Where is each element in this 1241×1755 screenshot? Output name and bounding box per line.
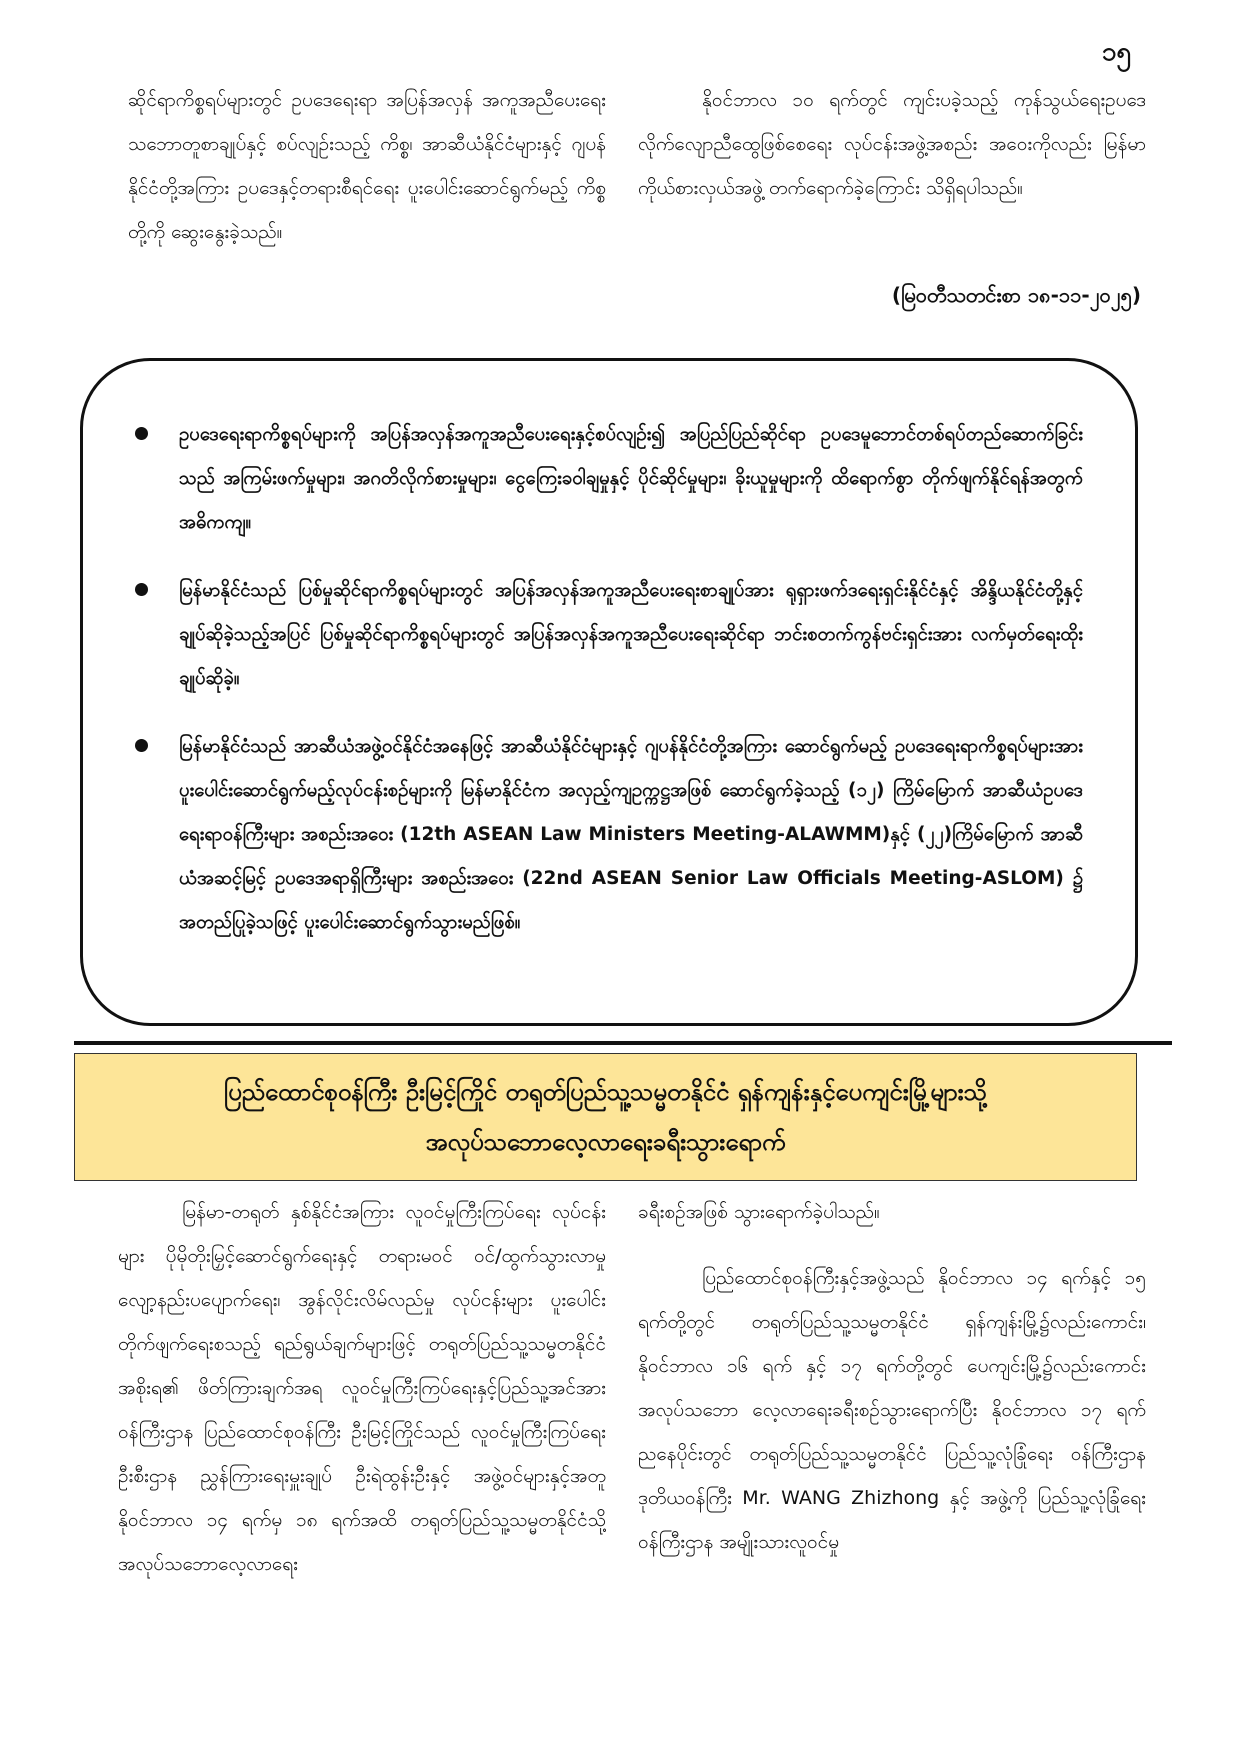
headline-line-1: ပြည်ထောင်စုဝန်ကြီး ဦးမြင့်ကြိုင် တရုတ်ပြည်သူ့သမ္မတနိုင်ငံ ရှန်ကျန်းနှင့်ပေကျင်းမြို့များသို့ [224, 1078, 987, 1106]
bottom-left-paragraph: မြန်မာ-တရုတ် နှစ်နိုင်ငံအကြား လူဝင်မှုကြီးကြပ်ရေး လုပ်ငန်းများ ပိုမိုတိုးမြှင့်ဆောင်ရွက်ရေးနှင့် တရားမဝင် ဝင်/ထွက်သွားလာမှု လျော့နည်းပပျောက်ရေး၊ အွန်လိုင်းလိမ်လည်မှု လုပ်ငန်းများ ပူးပေါင်းတိုက်ဖျက်ရေးစသည့် ရည်ရွယ်ချက်များဖြင့် တရုတ်ပြည်သူ့သမ္မတနိုင်ငံအစိုးရ၏ ဖိတ်ကြားချက်အရ လူဝင်မှုကြီးကြပ်ရေးနှင့်ပြည်သူ့အင်အားဝန်ကြီးဌာန ပြည်ထောင်စုဝန်ကြီး ဦးမြင့်ကြိုင်သည် လူဝင်မှုကြီးကြပ်ရေး ဦးစီးဌာန ညွှန်ကြားရေးမှူးချုပ် ဦးရဲထွန်းဦးနှင့် အဖွဲ့ဝင်များနှင့်အတူ နိုဝင်ဘာလ ၁၄ ရက်မှ ၁၈ ရက်အထိ တရုတ်ပြည်သူ့သမ္မတနိုင်ငံသို့ အလုပ်သဘောလေ့လာရေး [118, 1201, 606, 1575]
top-right-paragraph: နိုဝင်ဘာလ ၁၀ ရက်တွင် ကျင်းပခဲ့သည့် ကုန်သွယ်ရေးဥပဒေ လိုက်လျောညီထွေဖြစ်စေရေး လုပ်ငန်းအဖွဲ့အစည်း အဝေးကိုလည်း မြန်မာကိုယ်စားလှယ်အဖွဲ့ တက်ရောက်ခဲ့ကြောင်း သိရှိရပါသည်။ [638, 89, 1146, 199]
page-number: ၁၅ [1101, 37, 1131, 67]
highlights-box [80, 358, 1138, 1026]
bullet-icon [135, 427, 148, 440]
headline-line-2: အလုပ်သဘောလေ့လာရေးခရီးသွားရောက် [425, 1128, 786, 1156]
highlight-item [131, 569, 1083, 701]
highlight-text: မြန်မာနိုင်ငံသည် အာဆီယံအဖွဲ့ဝင်နိုင်ငံအနေဖြင့် အာဆီယံနိုင်ငံများနှင့် ဂျပန်နိုင်ငံတို့အကြား ဆောင်ရွက်မည့် ဥပဒေရေးရာကိစ္စရပ်များအား ပူးပေါင်းဆောင်ရွက်မည့်လုပ်ငန်းစဉ်များကို မြန်မာနိုင်ငံက အလှည့်ကျဥက္ကဋ္ဌအဖြစ် ဆောင်ရွက်ခဲ့သည့် (၁၂) ကြိမ်မြောက် အာဆီယံဥပဒေရေးရာဝန်ကြီးများ အစည်းအဝေး (12th ASEAN Law Ministers Meeting-ALAWMM)နှင့် (၂၂)ကြိမ်မြောက် အာဆီယံအဆင့်မြင့် ဥပဒေအရာရှိကြီးများ အစည်းအဝေး (22nd ASEAN Senior Law Officials Meeting-ASLOM) ၌ အတည်ပြုခဲ့သဖြင့် ပူးပေါင်းဆောင်ရွက်သွားမည်ဖြစ်။ [179, 736, 1083, 933]
bottom-right-column [638, 1190, 1146, 1564]
highlights-list [131, 413, 1083, 945]
source-citation: (မြဝတီသတင်းစာ ၁၈-၁၁-၂၀၂၅) [891, 283, 1141, 307]
article-headline [74, 1053, 1137, 1181]
bottom-right-paragraph-1: ခရီးစဉ်အဖြစ် သွားရောက်ခဲ့ပါသည်။ [638, 1201, 880, 1223]
highlight-item [131, 413, 1083, 545]
top-left-column [128, 78, 606, 254]
bottom-left-column [118, 1190, 606, 1586]
highlight-text: ဥပဒေရေးရာကိစ္စရပ်များကို အပြန်အလှန်အကူအညီပေးရေးနှင့်စပ်လျဉ်း၍ အပြည်ပြည်ဆိုင်ရာ ဥပဒေမူဘောင်တစ်ရပ်တည်ဆောက်ခြင်းသည် အကြမ်းဖက်မှုများ၊ အဂတိလိုက်စားမှုများ၊ ငွေကြေးခဝါချမှုနှင့် ပိုင်ဆိုင်မှုများ၊ ခိုးယူမှုများကို ထိရောက်စွာ တိုက်ဖျက်နိုင်ရန်အတွက် အဓိကကျ။ [179, 424, 1083, 533]
top-left-paragraph: ဆိုင်ရာကိစ္စရပ်များတွင် ဥပဒေရေးရာ အပြန်အလှန် အကူအညီပေးရေး သဘောတူစာချုပ်နှင့် စပ်လျဉ်းသည့် ကိစ္စ၊ အာဆီယံနိုင်ငံများနှင့် ဂျပန်နိုင်ငံတို့အကြား ဥပဒေနှင့်တရားစီရင်ရေး ပူးပေါင်းဆောင်ရွက်မည့် ကိစ္စတို့ကို ဆွေးနွေးခဲ့သည်။ [128, 89, 606, 243]
bottom-right-paragraph-2: ပြည်ထောင်စုဝန်ကြီးနှင့်အဖွဲ့သည် နိုဝင်ဘာလ ၁၄ ရက်နှင့် ၁၅ ရက်တို့တွင် တရုတ်ပြည်သူ့သမ္မတနိုင်ငံ ရှန်ကျန်းမြို့၌လည်းကောင်း၊ နိုဝင်ဘာလ ၁၆ ရက် နှင့် ၁၇ ရက်တို့တွင် ပေကျင်းမြို့၌လည်းကောင်း အလုပ်သဘော လေ့လာရေးခရီးစဉ်သွားရောက်ပြီး နိုဝင်ဘာလ ၁၇ ရက် ညနေပိုင်းတွင် တရုတ်ပြည်သူ့သမ္မတနိုင်ငံ ပြည်သူ့လုံခြုံရေး ဝန်ကြီးဌာန ဒုတိယဝန်ကြီး Mr. WANG Zhizhong နှင့် အဖွဲ့ကို ပြည်သူ့လုံခြုံရေးဝန်ကြီးဌာန အမျိုးသားလူဝင်မှု [638, 1267, 1146, 1553]
bullet-icon [135, 583, 148, 596]
highlight-item [131, 725, 1083, 945]
top-right-column [638, 78, 1146, 210]
bullet-icon [135, 739, 148, 752]
section-divider [74, 1041, 1172, 1045]
highlight-text: မြန်မာနိုင်ငံသည် ပြစ်မှုဆိုင်ရာကိစ္စရပ်များတွင် အပြန်အလှန်အကူအညီပေးရေးစာချုပ်အား ရုရှားဖက်ဒရေးရှင်းနိုင်ငံနှင့် အိန္ဒိယနိုင်ငံတို့နှင့် ချုပ်ဆိုခဲ့သည့်အပြင် ပြစ်မှုဆိုင်ရာကိစ္စရပ်များတွင် အပြန်အလှန်အကူအညီပေးရေးဆိုင်ရာ ဘင်းစတက်ကွန်ဗင်းရှင်းအား လက်မှတ်ရေးထိုးချုပ်ဆိုခဲ့။ [179, 580, 1083, 689]
